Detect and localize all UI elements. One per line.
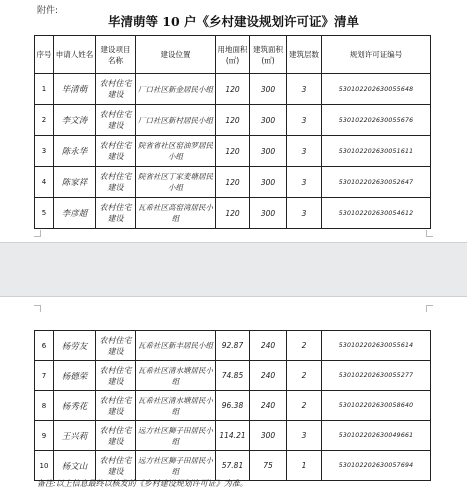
crop-mark [426, 305, 433, 312]
table-row [35, 136, 431, 167]
crop-mark [34, 305, 41, 312]
cell-no: 8 [35, 391, 54, 421]
header-building-area: 建筑面积(㎡) [250, 36, 287, 74]
cell-project: 农村住宅建设 [96, 421, 136, 451]
cell-permit-no: 530102202630055614 [322, 331, 431, 361]
cell-building-area: 75 [250, 451, 287, 481]
cell-location: 瓦希社区清水塘居民小组 [136, 391, 216, 421]
cell-project: 农村住宅建设 [96, 167, 136, 198]
cell-location: 瓦希社区高窑湾居民小组 [136, 198, 216, 229]
header-no: 序号 [35, 36, 54, 74]
cell-building-area: 300 [250, 421, 287, 451]
cell-project: 农村住宅建设 [96, 451, 136, 481]
cell-land-area: 120 [216, 74, 250, 105]
cell-project: 农村住宅建设 [96, 136, 136, 167]
cell-no: 4 [35, 167, 54, 198]
cell-permit-no: 530102202630049661 [322, 421, 431, 451]
cell-land-area: 74.85 [216, 361, 250, 391]
cell-no: 7 [35, 361, 54, 391]
cell-no: 5 [35, 198, 54, 229]
cell-building-area: 240 [250, 391, 287, 421]
cell-building-area: 300 [250, 136, 287, 167]
cell-applicant: 杨德荣 [54, 361, 96, 391]
cell-floors: 3 [287, 105, 322, 136]
cell-applicant: 陈永华 [54, 136, 96, 167]
table-row [35, 451, 431, 481]
cell-location: 瓦希社区新丰居民小组 [136, 331, 216, 361]
cell-no: 1 [35, 74, 54, 105]
header-permit-no: 规划许可证编号 [322, 36, 431, 74]
cell-no: 9 [35, 421, 54, 451]
cell-applicant: 毕清萌 [54, 74, 96, 105]
table-row [35, 421, 431, 451]
cell-floors: 3 [287, 74, 322, 105]
table-row [35, 105, 431, 136]
cell-land-area: 120 [216, 136, 250, 167]
cell-permit-no: 530102202630055277 [322, 361, 431, 391]
cell-building-area: 300 [250, 74, 287, 105]
cell-floors: 3 [287, 167, 322, 198]
header-land-area: 用地面积(㎡) [216, 36, 250, 74]
cell-land-area: 120 [216, 105, 250, 136]
cell-floors: 2 [287, 331, 322, 361]
cell-permit-no: 530102202630055648 [322, 74, 431, 105]
table-row [35, 74, 431, 105]
cell-location: 远方社区狮子田居民小组 [136, 451, 216, 481]
crop-mark [426, 230, 433, 237]
cell-land-area: 92.87 [216, 331, 250, 361]
cell-building-area: 300 [250, 198, 287, 229]
cell-no: 10 [35, 451, 54, 481]
cell-permit-no: 530102202630054612 [322, 198, 431, 229]
cell-project: 农村住宅建设 [96, 391, 136, 421]
cell-location: 远方社区狮子田居民小组 [136, 421, 216, 451]
table-header-row [35, 36, 431, 74]
cell-building-area: 300 [250, 105, 287, 136]
cell-floors: 2 [287, 361, 322, 391]
cell-building-area: 240 [250, 361, 287, 391]
document-title: 毕清萌等 10 户《乡村建设规划许可证》清单 [107, 14, 360, 29]
header-applicant: 申请人姓名 [54, 36, 96, 74]
table-row [35, 198, 431, 229]
cell-permit-no: 530102202630057694 [322, 451, 431, 481]
cell-land-area: 114.21 [216, 421, 250, 451]
cell-floors: 3 [287, 198, 322, 229]
attachment-label: 附件: [37, 6, 59, 16]
table-row [35, 391, 431, 421]
cell-applicant: 王兴莉 [54, 421, 96, 451]
header-location: 建设位置 [136, 36, 216, 74]
cell-building-area: 300 [250, 167, 287, 198]
cell-no: 2 [35, 105, 54, 136]
cell-applicant: 杨文山 [54, 451, 96, 481]
crop-mark [34, 230, 41, 237]
header-floors: 建筑层数 [287, 36, 322, 74]
cell-applicant: 杨劳友 [54, 331, 96, 361]
cell-project: 农村住宅建设 [96, 74, 136, 105]
cell-project: 农村住宅建设 [96, 331, 136, 361]
cell-permit-no: 530102202630052647 [322, 167, 431, 198]
footnote: 备注:以上信息最终以核发的《乡村建设规划许可证》为准。 [37, 479, 248, 488]
permit-table-page-1 [34, 35, 431, 229]
cell-location: 院省省社区窑油罗居民小组 [136, 136, 216, 167]
cell-applicant: 李彦超 [54, 198, 96, 229]
cell-location: 厂口社区新金居民小组 [136, 74, 216, 105]
cell-project: 农村住宅建设 [96, 105, 136, 136]
cell-floors: 3 [287, 136, 322, 167]
cell-building-area: 240 [250, 331, 287, 361]
page-break [0, 242, 467, 297]
cell-location: 厂口社区新村居民小组 [136, 105, 216, 136]
header-project: 建设项目名称 [96, 36, 136, 74]
cell-no: 3 [35, 136, 54, 167]
cell-location: 院省社区丁家麦塘居民小组 [136, 167, 216, 198]
cell-land-area: 120 [216, 198, 250, 229]
cell-floors: 2 [287, 391, 322, 421]
cell-project: 农村住宅建设 [96, 361, 136, 391]
table-row [35, 361, 431, 391]
cell-applicant: 李文涛 [54, 105, 96, 136]
cell-land-area: 57.81 [216, 451, 250, 481]
cell-applicant: 陈家祥 [54, 167, 96, 198]
cell-applicant: 杨秀花 [54, 391, 96, 421]
cell-floors: 1 [287, 451, 322, 481]
table-row [35, 167, 431, 198]
cell-no: 6 [35, 331, 54, 361]
document-page-1 [0, 0, 467, 242]
table-row [35, 331, 431, 361]
cell-project: 农村住宅建设 [96, 198, 136, 229]
cell-permit-no: 530102202630055676 [322, 105, 431, 136]
cell-floors: 3 [287, 421, 322, 451]
cell-permit-no: 530102202630058640 [322, 391, 431, 421]
permit-table-page-2 [34, 330, 431, 481]
cell-location: 瓦希社区清水塘居民小组 [136, 361, 216, 391]
cell-permit-no: 530102202630051611 [322, 136, 431, 167]
cell-land-area: 120 [216, 167, 250, 198]
cell-land-area: 96.38 [216, 391, 250, 421]
